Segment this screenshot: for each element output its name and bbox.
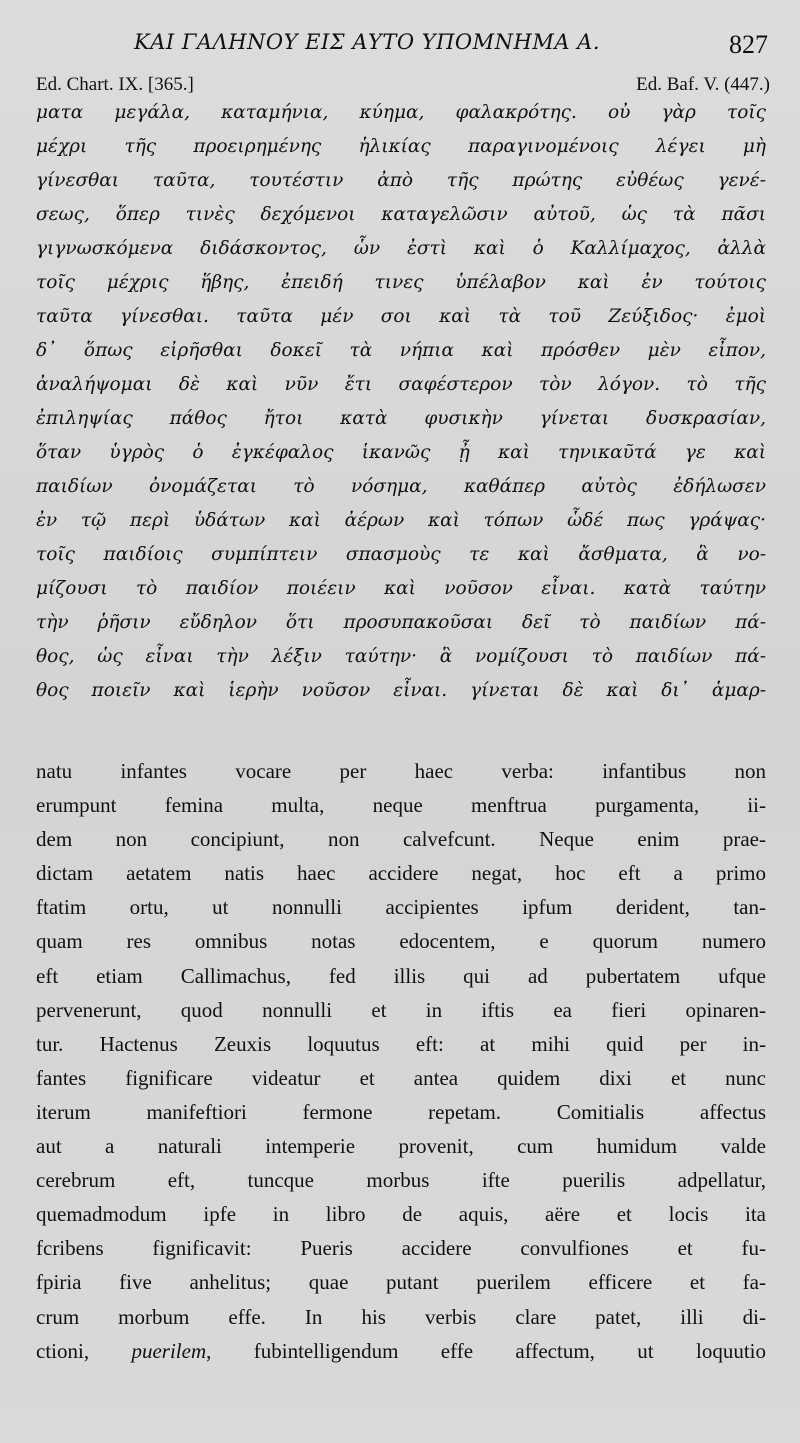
edition-references (36, 74, 770, 98)
latin-text-line: fcribens fignificavit: Pueris accidere convulfiones et fu- (36, 1236, 766, 1261)
greek-text-line: ἐν τῷ περὶ ὑδάτων καὶ ἀέρων καὶ τόπων ὧδέ πως γράψας· (36, 510, 766, 531)
edition-reference-basel: Ed. Baf. V. (447.) (636, 74, 770, 95)
greek-text-line: ὅταν ὑγρὸς ὁ ἐγκέφαλος ἱκανῶς ᾖ καὶ τηνικαῦτά γε καὶ (36, 442, 766, 463)
latin-text-line: ftatim ortu, ut nonnulli accipientes ipfum derident, tan- (36, 895, 766, 920)
greek-text-line: τοῖς μέχρις ἥβης, ἐπειδή τινες ὑπέλαβον καὶ ἐν τούτοις (36, 272, 766, 293)
latin-text-segment: , fubintelligendum effe affectum, ut loquutio (206, 1338, 767, 1363)
greek-text-line: γιγνωσκόμενα διδάσκοντος, ὧν ἐστὶ καὶ ὁ Καλλίμαχος, ἀλλὰ (36, 238, 766, 259)
edition-reference-chartier: Ed. Chart. IX. [365.] (36, 74, 194, 95)
greek-text-line: ἀναλήψομαι δὲ καὶ νῦν ἔτι σαφέστερον τὸν λόγον. τὸ τῆς (36, 374, 766, 395)
latin-text-line: quam res omnibus notas edocentem, e quorum numero (36, 929, 766, 954)
latin-text-line: crum morbum effe. In his verbis clare patet, illi di- (36, 1304, 766, 1329)
greek-text-block (36, 96, 766, 708)
latin-text-line: dem non concipiunt, non calvefcunt. Neque enim prae- (36, 827, 766, 852)
latin-text-line (36, 1334, 766, 1368)
latin-text-line: natu infantes vocare per haec verba: infantibus non (36, 759, 766, 783)
latin-text-segment: ctioni, (36, 1338, 132, 1363)
greek-text-line: ματα μεγάλα, καταμήνια, κύημα, φαλακρότης. οὐ γὰρ τοῖς (36, 102, 766, 123)
latin-text-line: quemadmodum ipfe in libro de aquis, aëre et locis ita (36, 1202, 766, 1227)
greek-text-line: θος ποιεῖν καὶ ἱερὴν νοῦσον εἶναι. γίνεται δὲ καὶ δι᾽ ἁμαρ- (36, 680, 766, 701)
latin-text-line: eft etiam Callimachus, fed illis qui ad pubertatem ufque (36, 963, 766, 988)
greek-text-line: ταῦτα γίνεσθαι. ταῦτα μέν σοι καὶ τὰ τοῦ Ζεύξιδος· ἐμοὶ (36, 306, 766, 327)
page-number: 827 (729, 30, 768, 59)
running-title: ΚΑΙ ΓΑΛΗΝΟΥ ΕΙΣ ΑΥΤΟ ΥΠΟΜΝΗΜΑ Α. (134, 30, 601, 54)
latin-text-line: aut a naturali intemperie provenit, cum humidum valde (36, 1134, 766, 1159)
latin-text-line: fpiria five anhelitus; quae putant puerilem efficere et fa- (36, 1270, 766, 1295)
latin-text-line: pervenerunt, quod nonnulli et in iftis ea fieri opinaren- (36, 997, 766, 1022)
greek-text-line: θος, ὡς εἶναι τὴν λέξιν ταύτην· ἃ νομίζουσι τὸ παιδίων πά- (36, 646, 766, 667)
latin-text-line: iterum manifeftiori fermone repetam. Comitialis affectus (36, 1099, 766, 1124)
greek-text-line: μέχρι τῆς προειρημένης ἡλικίας παραγινομένοις λέγει μὴ (36, 136, 766, 157)
greek-text-line: δ᾽ ὅπως εἰρῆσθαι δοκεῖ τὰ νήπια καὶ πρόσθεν μὲν εἶπον, (36, 340, 766, 361)
greek-text-line: ἐπιληψίας πάθος ἤτοι κατὰ φυσικὴν γίνεται δυσκρασίαν, (36, 408, 766, 429)
greek-text-line: παιδίων ὀνομάζεται τὸ νόσημα, καθάπερ αὐτὸς ἐδήλωσεν (36, 476, 766, 497)
latin-italic-word: puerilem (131, 1338, 207, 1363)
latin-text-block (36, 754, 766, 1368)
latin-text-line: tur. Hactenus Zeuxis loquutus eft: at mihi quid per in- (36, 1031, 766, 1056)
latin-text-line: fantes fignificare videatur et antea quidem dixi et nunc (36, 1065, 766, 1090)
greek-text-line: γίνεσθαι ταῦτα, τουτέστιν ἀπὸ τῆς πρώτης εὐθέως γενέ- (36, 170, 766, 191)
greek-text-line: μίζουσι τὸ παιδίον ποιέειν καὶ νοῦσον εἶναι. κατὰ ταύτην (36, 578, 766, 599)
greek-text-line: σεως, ὅπερ τινὲς δεχόμενοι καταγελῶσιν αὐτοῦ, ὡς τὰ πᾶσι (36, 204, 766, 225)
latin-text-line: erumpunt femina multa, neque menftrua purgamenta, ii- (36, 793, 766, 818)
page-header (36, 28, 770, 64)
greek-text-line: τὴν ῥῆσιν εὔδηλον ὅτι προσυπακοῦσαι δεῖ τὸ παιδίων πά- (36, 612, 766, 633)
greek-text-line: τοῖς παιδίοις συμπίπτειν σπασμοὺς τε καὶ ἄσθματα, ἃ νο- (36, 544, 766, 565)
latin-text-line: cerebrum eft, tuncque morbus ifte puerilis adpellatur, (36, 1168, 766, 1193)
latin-text-line: dictam aetatem natis haec accidere negat, hoc eft a primo (36, 861, 766, 886)
